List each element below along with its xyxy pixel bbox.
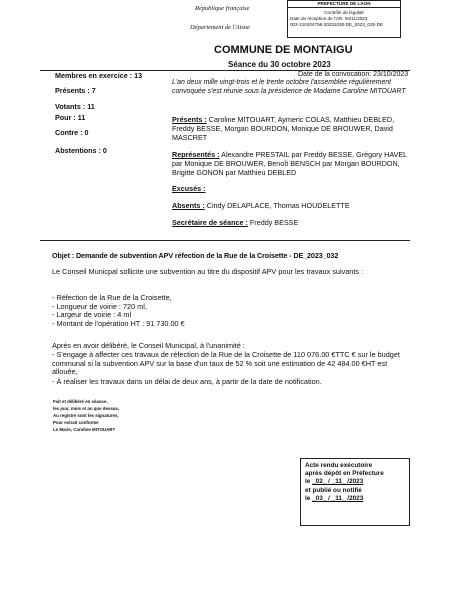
presents-count: Présents : 7 xyxy=(55,86,96,95)
signature-line: Au registre sont les signatures, xyxy=(53,413,119,418)
contre-count: Contre : 0 xyxy=(55,128,89,137)
deliberation-subject: Objet : Demande de subvention APV réfection de la Rue de la Croisette - DE_2023_032 xyxy=(52,251,339,260)
absents-list: Absents : Cindy DELAPLACE, Thomas HOUDELETTE xyxy=(172,201,350,210)
republic-label: République française xyxy=(195,5,250,12)
signature-block xyxy=(53,398,143,433)
list-item: - Longueur de voirie : 720 ml, xyxy=(52,301,147,311)
acte-line: et publié ou notifié xyxy=(305,486,362,494)
signature-line: Fait et délibéré en séance, xyxy=(53,399,108,404)
commune-title: COMMUNE DE MONTAIGU xyxy=(214,44,353,56)
divider xyxy=(40,240,410,241)
department-label: Département de l'Aisne xyxy=(190,24,250,31)
body-intro: Le Conseil Municpal sollicite une subvention au titre du dispositif APV pour les travaux suivants : xyxy=(52,267,364,276)
membres-count: Membres en exercice : 13 xyxy=(55,71,143,80)
stamp-line: Date de réception de l'AR: 03/11/2023 xyxy=(290,16,368,22)
votants-count: Votants : 11 xyxy=(55,102,95,111)
seance-date: Séance du 30 octobre 2023 xyxy=(228,60,331,69)
works-list xyxy=(52,294,412,329)
acte-line: après dépôt en Préfecture xyxy=(305,470,384,478)
secretaire-seance: Secrétaire de séance : Freddy BESSE xyxy=(172,218,299,227)
acte-line: Acte rendu exécutoire xyxy=(305,462,373,469)
session-intro: L'an deux mille vingt-trois et le trente octobre l'assemblée régulièrement convoquée s'est réunie sous la présidence de Madame Caroline MITOUART xyxy=(172,79,406,95)
presents-list: Présents : Caroline MITOUART, Aymeric COLAS, Matthieu DEBLED, Freddy BESSE, Morgan BOURDON, Monique DE BROUWER, David MASCRET xyxy=(172,115,395,142)
signature-line: Le Maire, Caroline MITOUART xyxy=(53,427,116,432)
pour-count: Pour : 11 xyxy=(55,113,86,122)
list-item: - Réfection de la Rue de la Croisette, xyxy=(52,293,172,302)
signature-line: les jour, mois et an que dessus, xyxy=(53,406,120,411)
decision-item: - S'engage à affecter ces travaux de réfection de la Rue de la Croisette de 110 076.00 €TTC € sur le budget communal si la subvention APV sur la base d'un taux de 52 % soit une estimation de 42 484.00 €HT est allouée, xyxy=(52,350,400,377)
representes-list: Représentés : Alexandre PRESTAIL par Freddy BESSE, Grégory HAVEL par Monique DE BROUWER, Benoît BENSCH par Morgan BOURDON, Brigitte GONON par Matthieu DEBLED xyxy=(172,150,407,177)
stamp-header: PREFECTURE DE LAON xyxy=(288,1,400,8)
stamp-line: 002-210204756-20231030-DE_2023_032-DE xyxy=(290,22,383,28)
prefecture-stamp xyxy=(287,0,401,38)
abstentions-count: Abstentions : 0 xyxy=(55,146,107,155)
acte-line: le _03_ / _11_ /2023 xyxy=(305,494,364,502)
list-item: - Largeur de voirie : 4 ml xyxy=(52,310,132,320)
executory-box xyxy=(300,458,410,526)
signature-line: Pour extrait conforme xyxy=(53,420,99,425)
decision-item: - À réaliser les travaux dans un délai de deux ans, à partir de la date de notification. xyxy=(52,377,322,386)
acte-line: le _02_ / _11_ /2023 xyxy=(305,478,364,486)
publication-date: _03_ / _11_ /2023 xyxy=(312,494,364,502)
decision-intro: Après en avoir délibéré, le Conseil Municipal, à l'unanimité : xyxy=(52,341,245,350)
convocation-date: Date de la convocation: 23/10/2023 xyxy=(298,71,409,78)
stamp-line: Contrôle de légalité xyxy=(324,10,364,15)
excuses-list: Excusés : xyxy=(172,184,206,193)
list-item: - Montant de l'opération HT : 91 730.00 € xyxy=(52,319,185,329)
deposit-date: _02_ / _11_ /2023 xyxy=(312,478,364,486)
